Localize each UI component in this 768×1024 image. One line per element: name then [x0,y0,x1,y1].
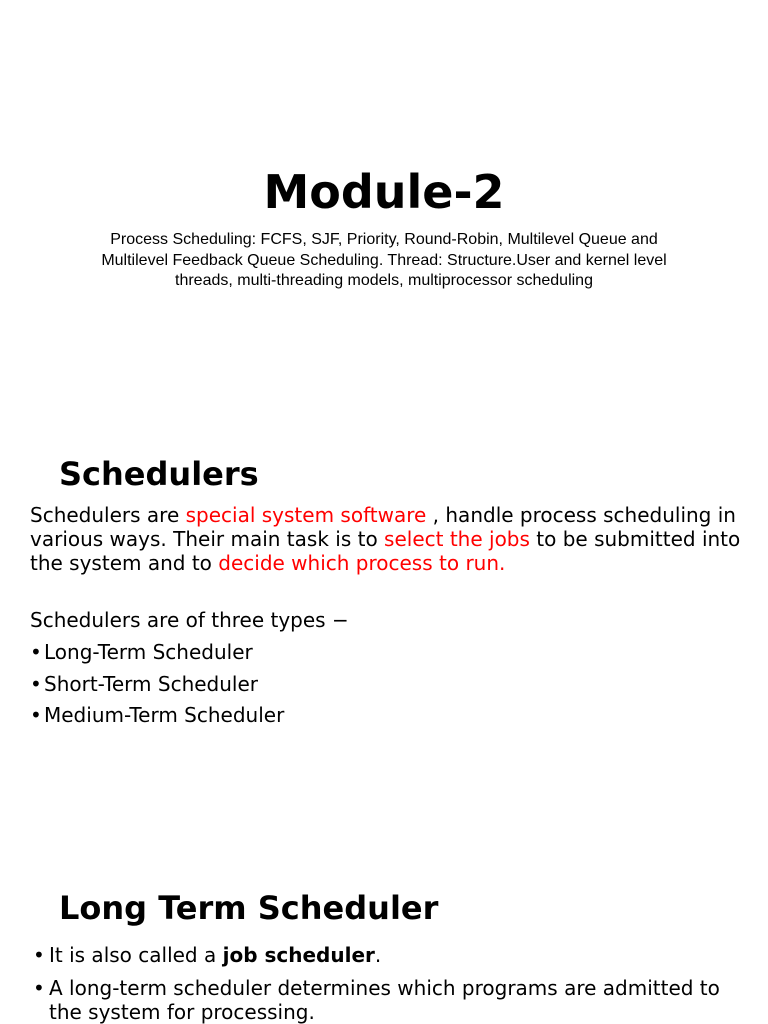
intro-highlight-3: decide which process to run. [218,551,506,575]
module-title: Module-2 [263,165,505,219]
intro-text-3: to be submitted into the system and to [30,527,741,575]
list-item-text: Long-Term Scheduler [44,640,253,664]
intro-highlight-2: select the jobs [384,527,530,551]
schedulers-intro [30,503,750,575]
schedulers-heading: Schedulers [59,455,259,493]
module-subtitle: Process Scheduling: FCFS, SJF, Priority, Round-Robin, Multilevel Queue and Multilevel Feedback Queue Scheduling. Thread: Structure.User and kernel level threads, multi-threading models, multiprocessor scheduling [101,231,667,289]
title-slide [0,0,768,432]
bullet-icon: • [33,976,45,1000]
bullet-icon: • [30,640,42,664]
bullet-icon: • [30,703,42,727]
list-item [33,943,733,967]
long-term-heading: Long Term Scheduler [59,889,439,927]
intro-text-2: , handle process scheduling in various ways. Their main task is to [30,503,736,551]
schedulers-slide [0,432,768,864]
intro-highlight-1: special system software [185,503,427,527]
intro-text-1: Schedulers are [30,503,186,527]
long-term-scheduler-slide [0,864,768,1024]
bullet-icon: • [33,943,45,967]
job-scheduler-term: job scheduler [222,943,375,967]
list-item [30,640,253,664]
list-item-text: Short-Term Scheduler [44,672,259,696]
list-item [33,976,733,1024]
bullet-icon: • [30,672,42,696]
list-item-text: It is also called a [49,943,223,967]
list-item-suffix: . [374,943,382,967]
list-item [30,703,284,727]
list-item-text: Medium-Term Scheduler [44,703,285,727]
scheduler-types-line: Schedulers are of three types − [30,608,349,632]
list-item-text: A long-term scheduler determines which programs are admitted to the system for processing. [49,976,720,1024]
list-item [30,672,258,696]
